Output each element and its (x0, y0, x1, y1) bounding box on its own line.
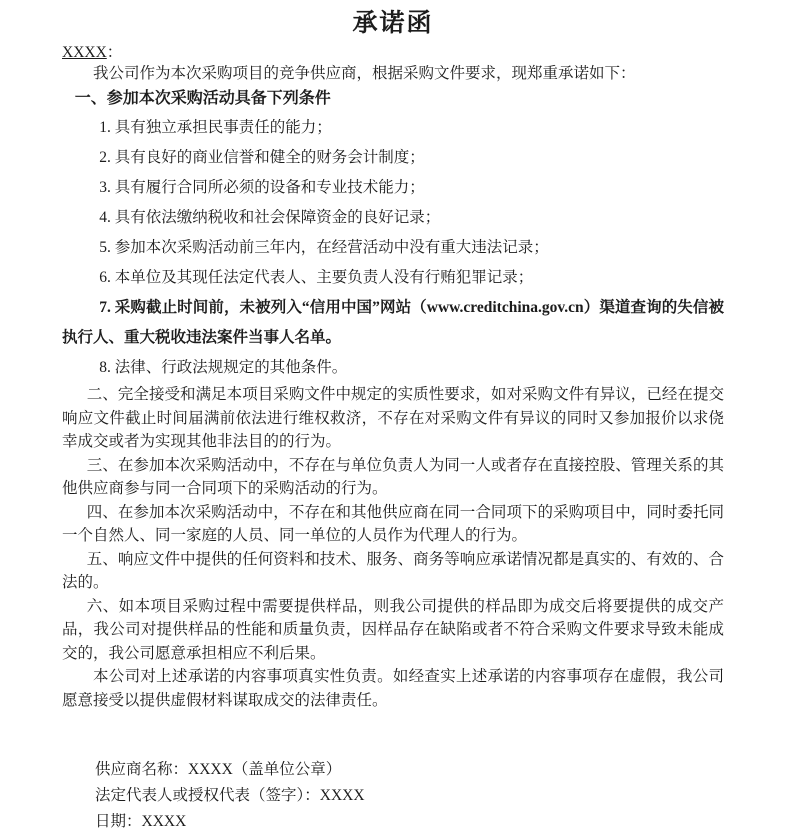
salutation-line (62, 42, 724, 63)
section-four-paragraph: 四、在参加本次采购活动中，不存在和其他供应商在同一合同项下的采购项目中，同时委托同一个自然人、同一家庭的人员、同一单位的人员作为代理人的行为。 (62, 503, 724, 544)
date-line: 日期：XXXX (95, 813, 187, 830)
condition-item-7: 7. 采购截止时间前，未被列入“信用中国”网站（www.creditchina.gov.cn）渠道查询的失信被执行人、重大税收违法案件当事人名单。 (62, 299, 724, 346)
condition-item-2: 2. 具有良好的商业信誉和健全的财务会计制度； (99, 149, 425, 166)
section-six-paragraph: 六、如本项目采购过程中需要提供样品，则我公司提供的样品即为成交后将要提供的成交产品，我公司对提供样品的性能和质量负责，因样品存在缺陷或者不符合采购文件要求导致未能成交的，我公司愿意承担相应不利后果。 (62, 597, 724, 662)
section-one-heading: 一、参加本次采购活动具备下列条件 (74, 90, 331, 107)
condition-item-1: 1. 具有独立承担民事责任的能力； (99, 119, 332, 136)
addressee-placeholder: XXXX (62, 44, 107, 61)
section-three-paragraph: 三、在参加本次采购活动中，不存在与单位负责人为同一人或者存在直接控股、管理关系的其他供应商参与同一合同项下的采购活动的行为。 (62, 456, 724, 497)
closing-paragraph: 本公司对上述承诺的内容事项真实性负责。如经查实上述承诺的内容事项存在虚假，我公司愿意接受以提供虚假材料谋取成交的法律责任。 (62, 668, 724, 709)
supplier-name-line: 供应商名称：XXXX（盖单位公章） (95, 761, 342, 778)
representative-line: 法定代表人或授权代表（签字）：XXXX (95, 787, 365, 804)
condition-item-8: 8. 法律、行政法规规定的其他条件。 (99, 359, 348, 376)
section-two-paragraph: 二、完全接受和满足本项目采购文件中规定的实质性要求，如对采购文件有异议，已经在提交响应文件截止时间届满前依法进行维权救济，不存在对采购文件有异议的同时又参加报价以求侥幸成交或者为实现其他非法目的的行为。 (62, 386, 724, 450)
intro-paragraph: 我公司作为本次采购项目的竞争供应商，根据采购文件要求，现郑重承诺如下： (93, 65, 636, 82)
condition-item-3: 3. 具有履行合同所必须的设备和专业技术能力； (99, 179, 425, 196)
section-five-paragraph: 五、响应文件中提供的任何资料和技术、服务、商务等响应承诺情况都是真实的、有效的、合法的。 (62, 550, 724, 591)
salutation-colon: ： (106, 44, 123, 61)
condition-item-4: 4. 具有依法缴纳税收和社会保障资金的良好记录； (99, 209, 441, 226)
document-title: 承诺函 (352, 9, 434, 37)
condition-item-5: 5. 参加本次采购活动前三年内，在经营活动中没有重大违法记录； (99, 239, 549, 256)
condition-item-6: 6. 本单位及其现任法定代表人、主要负责人没有行贿犯罪记录； (99, 269, 534, 286)
signature-block (95, 757, 724, 835)
